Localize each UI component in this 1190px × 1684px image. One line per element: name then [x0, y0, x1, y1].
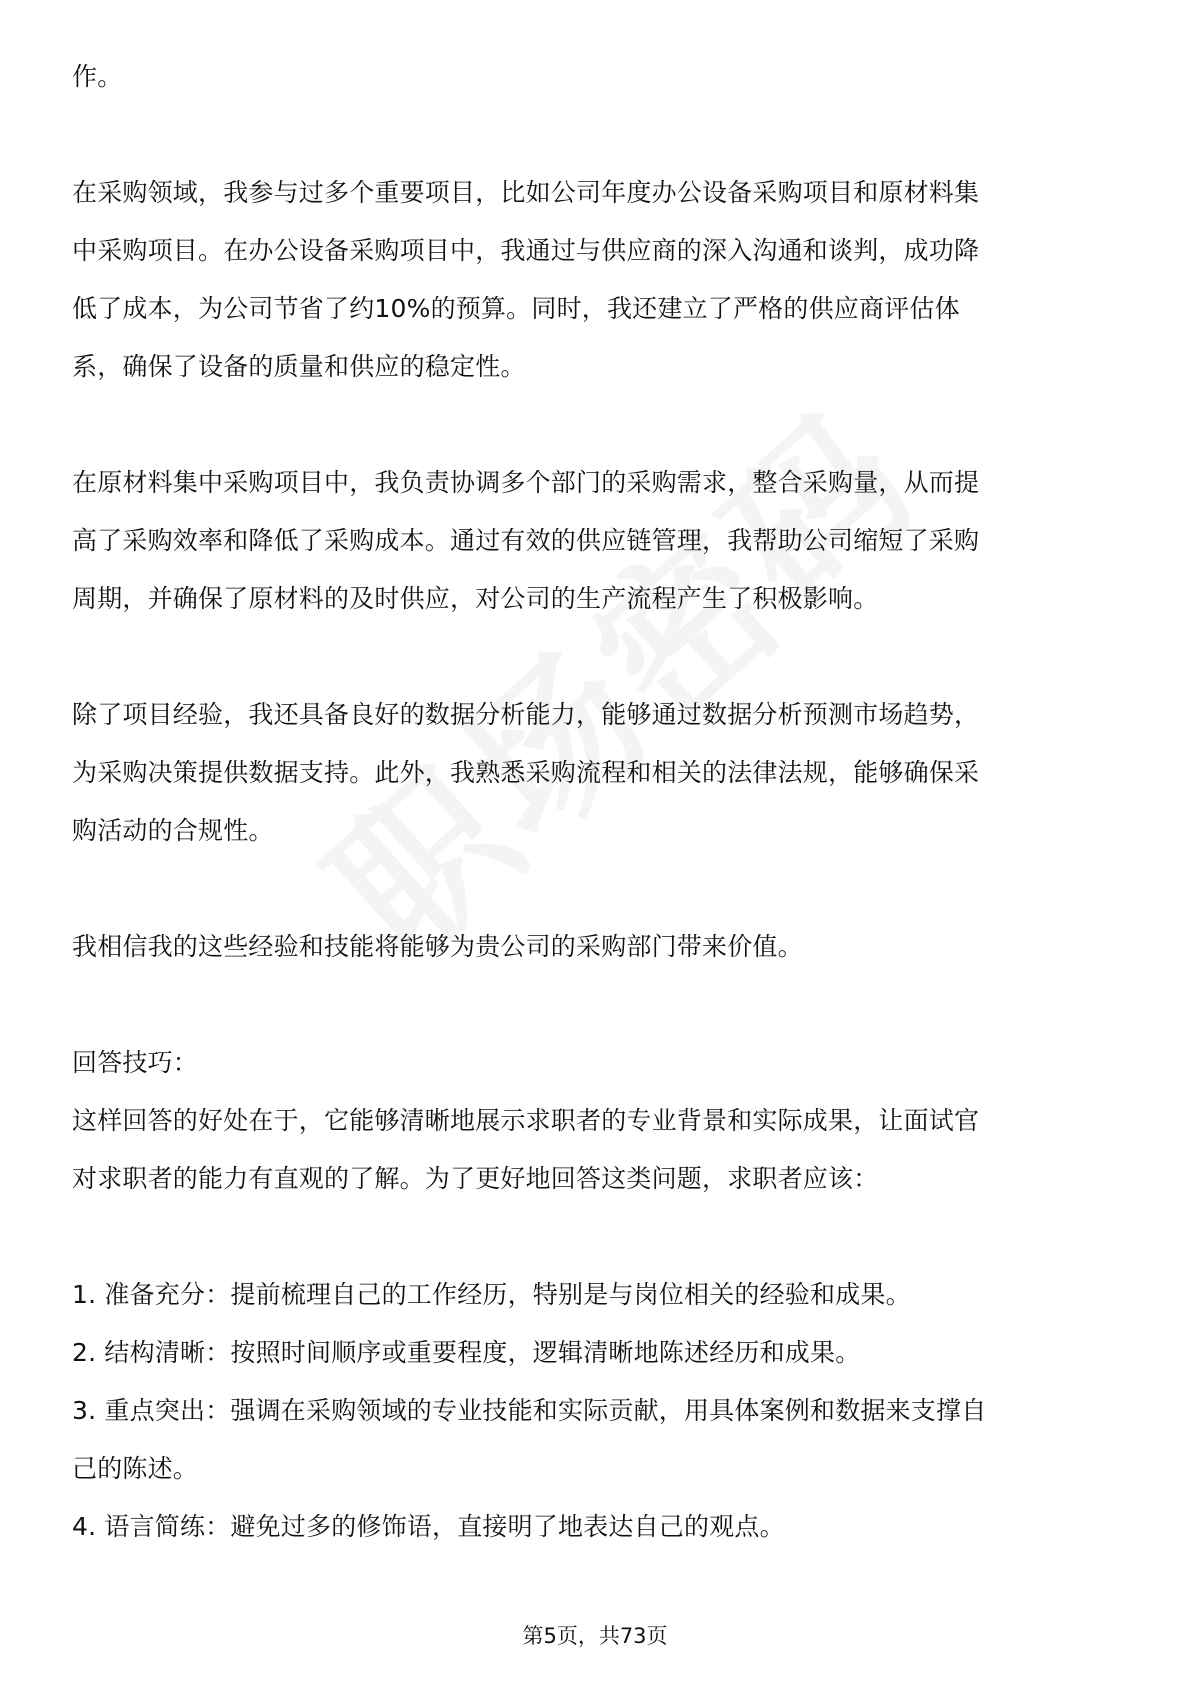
text-line: 作。	[72, 62, 123, 91]
paragraph-gap	[72, 396, 1122, 454]
text-line: 购活动的合规性。	[72, 816, 274, 845]
text-line: 在原材料集中采购项目中，我负责协调多个部门的采购需求，整合采购量，从而提	[72, 468, 980, 497]
text-line: 为采购决策提供数据支持。此外，我熟悉采购流程和相关的法律法规，能够确保采	[72, 758, 980, 787]
page-number: 第5页，共73页	[522, 1624, 668, 1648]
text-line: 4. 语言简练：避免过多的修饰语，直接明了地表达自己的观点。	[72, 1512, 785, 1541]
text-line: 中采购项目。在办公设备采购项目中，我通过与供应商的深入沟通和谈判，成功降	[72, 236, 980, 265]
paragraph-gap	[72, 860, 1122, 918]
text-line: 对求职者的能力有直观的了解。为了更好地回答这类问题，求职者应该：	[72, 1164, 879, 1193]
paragraph-gap	[72, 628, 1122, 686]
text-line: 己的陈述。	[72, 1454, 199, 1483]
text-line: 周期，并确保了原材料的及时供应，对公司的生产流程产生了积极影响。	[72, 584, 879, 613]
text-line: 3. 重点突出：强调在采购领域的专业技能和实际贡献，用具体案例和数据来支撑自	[72, 1396, 987, 1425]
text-line: 回答技巧：	[72, 1048, 199, 1077]
paragraph-gap	[72, 1208, 1122, 1266]
text-line: 1. 准备充分：提前梳理自己的工作经历，特别是与岗位相关的经验和成果。	[72, 1280, 911, 1309]
text-line: 2. 结构清晰：按照时间顺序或重要程度，逻辑清晰地陈述经历和成果。	[72, 1338, 861, 1367]
paragraph-gap	[72, 976, 1122, 1034]
text-line: 低了成本，为公司节省了约10%的预算。同时，我还建立了严格的供应商评估体	[72, 294, 960, 323]
text-line: 这样回答的好处在于，它能够清晰地展示求职者的专业背景和实际成果，让面试官	[72, 1106, 980, 1135]
text-line: 除了项目经验，我还具备良好的数据分析能力，能够通过数据分析预测市场趋势，	[72, 700, 980, 729]
text-line: 系，确保了设备的质量和供应的稳定性。	[72, 352, 526, 381]
document-body	[72, 48, 1122, 1556]
text-line: 高了采购效率和降低了采购成本。通过有效的供应链管理，我帮助公司缩短了采购	[72, 526, 980, 555]
paragraph-gap	[72, 106, 1122, 164]
text-line: 在采购领域，我参与过多个重要项目，比如公司年度办公设备采购项目和原材料集	[72, 178, 980, 207]
text-line: 我相信我的这些经验和技能将能够为贵公司的采购部门带来价值。	[72, 932, 803, 961]
